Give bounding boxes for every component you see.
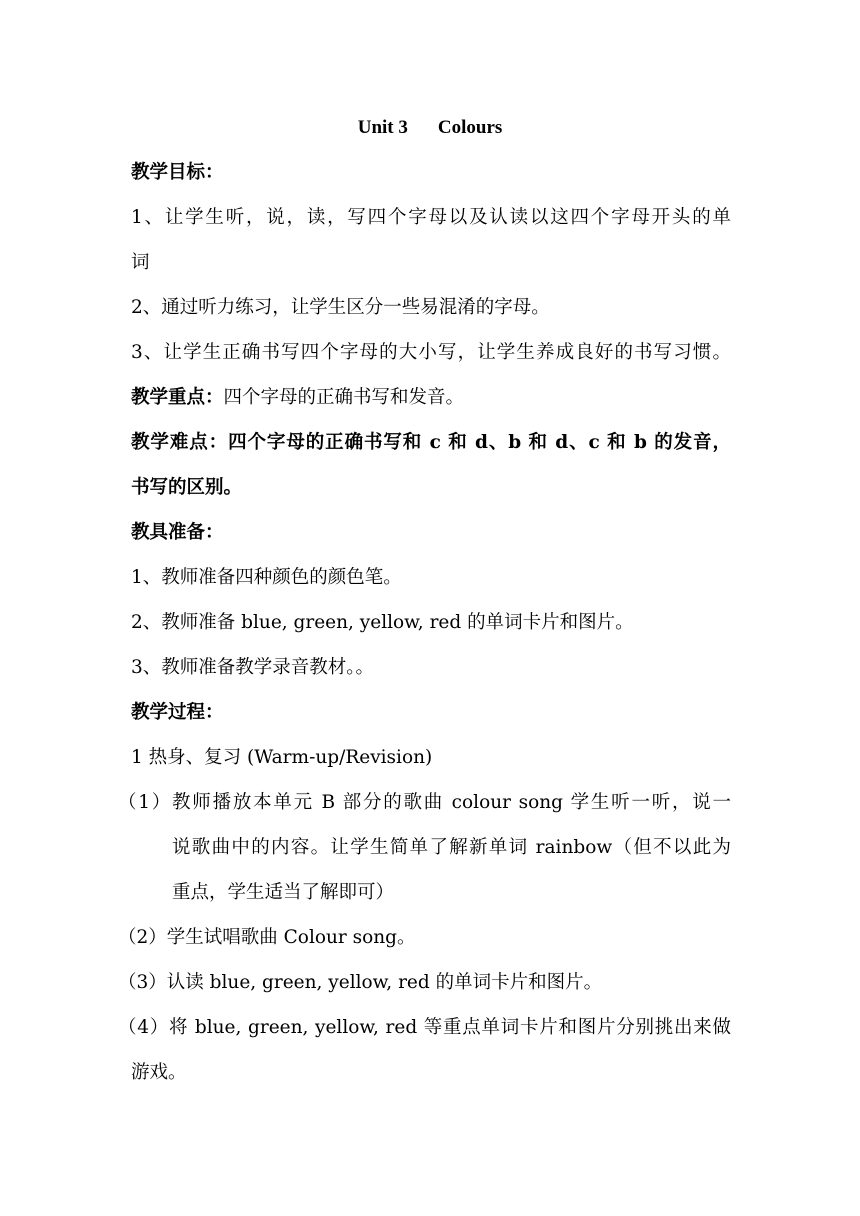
process-sub-3: （3）认读 blue, green, yellow, red 的单词卡片和图片。 <box>118 972 603 993</box>
process-sub-1-line-2: 说歌曲中的内容。让学生简单了解新单词 rainbow（但不以此为 <box>172 837 731 858</box>
process-step-1: 1 热身、复习 (Warm-up/Revision) <box>131 747 433 768</box>
process-sub-2: （2）学生试唱歌曲 Colour song。 <box>118 927 416 948</box>
objective-item-1-line-1: 1、让学生听，说，读，写四个字母以及认读以这四个字母开头的单 <box>131 207 731 228</box>
material-item-2: 2、教师准备 blue, green, yellow, red 的单词卡片和图片。 <box>131 612 634 633</box>
key-points-text: 四个字母的正确书写和发音。 <box>223 387 465 408</box>
objective-item-3: 3、让学生正确书写四个字母的大小写，让学生养成良好的书写习惯。 <box>131 342 731 363</box>
process-sub-1-line-1: （1）教师播放本单元 B 部分的歌曲 colour song 学生听一听，说一 <box>118 792 731 813</box>
objectives-heading: 教学目标： <box>131 162 224 183</box>
process-heading: 教学过程： <box>131 702 224 723</box>
process-sub-4-line-1: （4）将 blue, green, yellow, red 等重点单词卡片和图片分别挑出来做 <box>118 1017 731 1038</box>
key-points <box>131 383 464 413</box>
unit-name: Colours <box>437 117 503 138</box>
document-title <box>0 113 860 143</box>
process-sub-4-line-2: 游戏。 <box>131 1062 187 1083</box>
materials-heading: 教具准备： <box>131 522 224 543</box>
key-points-label: 教学重点： <box>131 387 224 408</box>
process-sub-1-line-3: 重点，学生适当了解即可） <box>172 882 395 903</box>
unit-number: Unit 3 <box>357 117 408 138</box>
objective-item-1-line-2: 词 <box>131 252 150 273</box>
material-item-1: 1、教师准备四种颜色的颜色笔。 <box>131 567 402 588</box>
difficulties-line-2: 书写的区别。 <box>131 477 243 498</box>
objective-item-2: 2、通过听力练习，让学生区分一些易混淆的字母。 <box>131 297 550 318</box>
difficulties-line-1: 教学难点：四个字母的正确书写和 c 和 d、b 和 d、c 和 b 的发音， <box>131 432 731 453</box>
material-item-3: 3、教师准备教学录音教材。。 <box>131 657 375 678</box>
